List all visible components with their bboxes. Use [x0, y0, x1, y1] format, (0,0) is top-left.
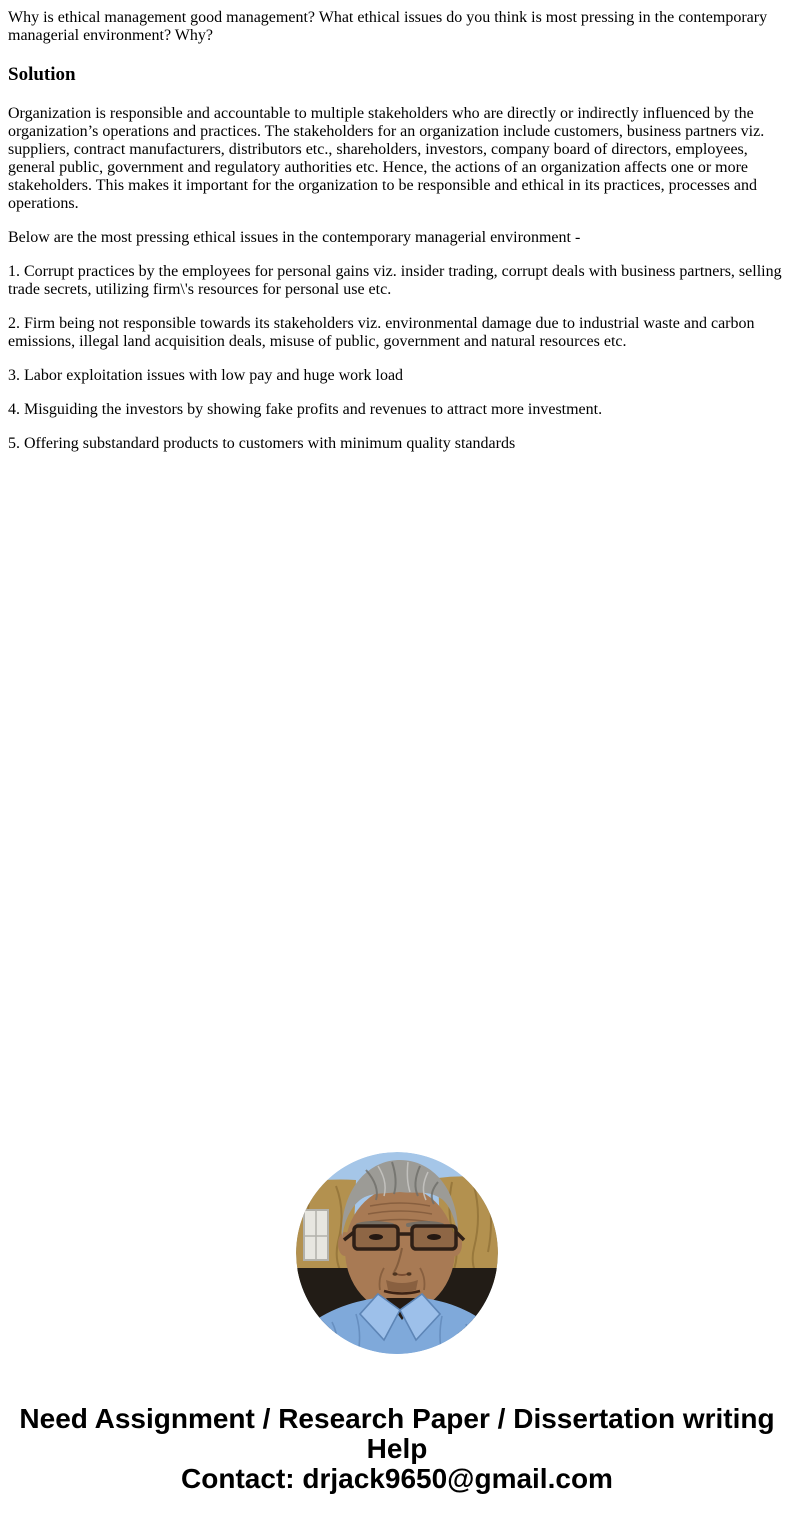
footer-banner	[0, 1404, 794, 1494]
solution-list-item-2: 2. Firm being not responsible towards its stakeholders viz. environmental damage due to industrial waste and carbon emissions, illegal land acquisition deals, misuse of public, government and natural resources etc.	[8, 315, 755, 350]
avatar-photo	[296, 1152, 498, 1354]
solution-list-item-5: 5. Offering substandard products to customers with minimum quality standards	[8, 435, 516, 452]
avatar	[296, 1152, 498, 1354]
question-text: Why is ethical management good management? What ethical issues do you think is most pressing in the contemporary managerial environment? Why?	[8, 9, 768, 44]
solution-heading: Solution	[8, 64, 76, 85]
solution-paragraph-leadin: Below are the most pressing ethical issues in the contemporary managerial environment -	[8, 229, 581, 246]
solution-paragraph-intro: Organization is responsible and accountable to multiple stakeholders who are directly or indirectly influenced by the organization’s operations and practices. The stakeholders for an organization include customers, business partners viz. suppliers, contract manufacturers, distributors etc., shareholders, investors, company board of directors, employees, general public, government and regulatory authorities etc. Hence, the actions of an organization affects one or more stakeholders. This makes it important for the organization to be responsible and ethical in its practices, processes and operations.	[8, 105, 765, 212]
solution-body	[8, 0, 788, 469]
footer-heading: Need Assignment / Research Paper / Dissertation writing Help	[19, 1403, 775, 1464]
solution-list-item-3: 3. Labor exploitation issues with low pay and huge work load	[8, 367, 404, 384]
solution-list-item-4: 4. Misguiding the investors by showing fake profits and revenues to attract more investment.	[8, 401, 603, 418]
solution-list-item-1: 1. Corrupt practices by the employees for personal gains viz. insider trading, corrupt deals with business partners, selling trade secrets, utilizing firm\'s resources for personal use etc.	[8, 263, 782, 298]
footer-contact-email: Contact: drjack9650@gmail.com	[181, 1463, 613, 1494]
